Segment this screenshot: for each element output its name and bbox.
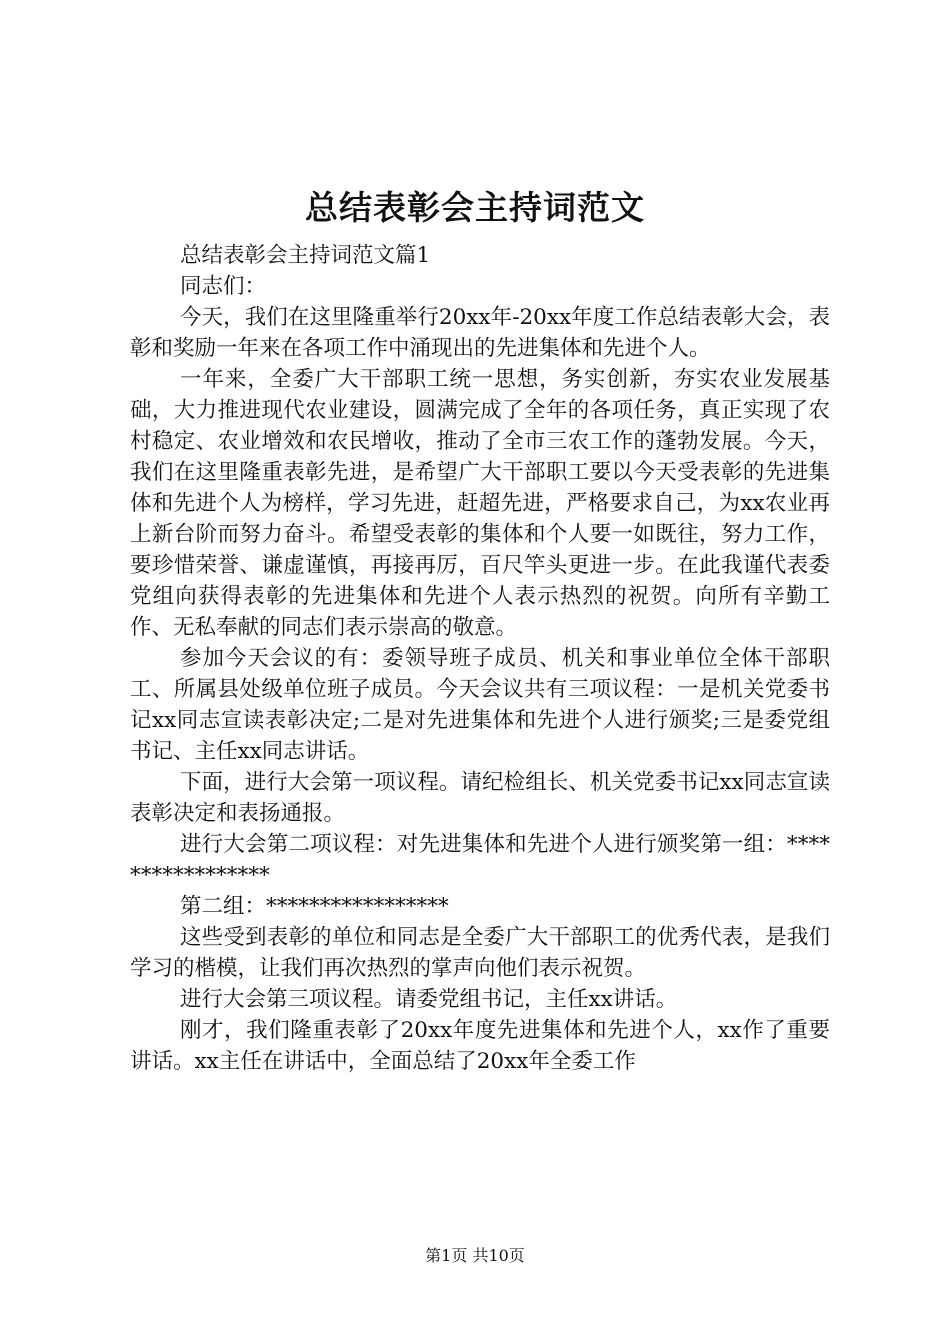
page-number-footer: 第1页 共10页 [425, 1246, 525, 1265]
paragraph: 这些受到表彰的单位和同志是全委广大干部职工的优秀代表，是我们学习的楷模，让我们再次热烈的掌声向他们表示祝贺。 [130, 925, 830, 981]
paragraph: 第二组：***************** [180, 894, 449, 919]
paragraph: 参加今天会议的有：委领导班子成员、机关和事业单位全体干部职工、所属县处级单位班子成员。今天会议共有三项议程：一是机关党委书记xx同志宣读表彰决定;二是对先进集体和先进个人进行颁奖;三是委党组书记、主任xx同志讲话。 [130, 646, 830, 764]
paragraph: 下面，进行大会第一项议程。请纪检组长、机关党委书记xx同志宣读表彰决定和表扬通报。 [130, 770, 830, 826]
document-body [130, 240, 830, 1077]
paragraph: 进行大会第二项议程：对先进集体和先进个人进行颁奖第一组：***************** [130, 832, 830, 888]
paragraph: 刚才，我们隆重表彰了20xx年度先进集体和先进个人，xx作了重要讲话。xx主任在讲话中，全面总结了20xx年全委工作 [130, 1018, 830, 1074]
paragraph: 进行大会第三项议程。请委党组书记，主任xx讲话。 [180, 987, 678, 1012]
salutation: 同志们： [180, 274, 267, 299]
paragraph: 一年来，全委广大干部职工统一思想，务实创新，夯实农业发展基础，大力推进现代农业建设，圆满完成了全年的各项任务，真正实现了农村稳定、农业增效和农民增收，推动了全市三农工作的蓬勃发展。今天，我们在这里隆重表彰先进，是希望广大干部职工要以今天受表彰的先进集体和先进个人为榜样，学习先进，赶超先进，严格要求自己，为xx农业再上新台阶而努力奋斗。希望受表彰的集体和个人要一如既往，努力工作，要珍惜荣誉、谦虚谨慎，再接再厉，百尺竿头更进一步。在此我谨代表委党组向获得表彰的先进集体和先进个人表示热烈的祝贺。向所有辛勤工作、无私奉献的同志们表示崇高的敬意。 [130, 367, 830, 640]
section-heading: 总结表彰会主持词范文篇1 [180, 243, 431, 268]
document-title: 总结表彰会主持词范文 [305, 188, 645, 227]
paragraph: 今天，我们在这里隆重举行20xx年-20xx年度工作总结表彰大会，表彰和奖励一年来在各项工作中涌现出的先进集体和先进个人。 [130, 305, 830, 361]
